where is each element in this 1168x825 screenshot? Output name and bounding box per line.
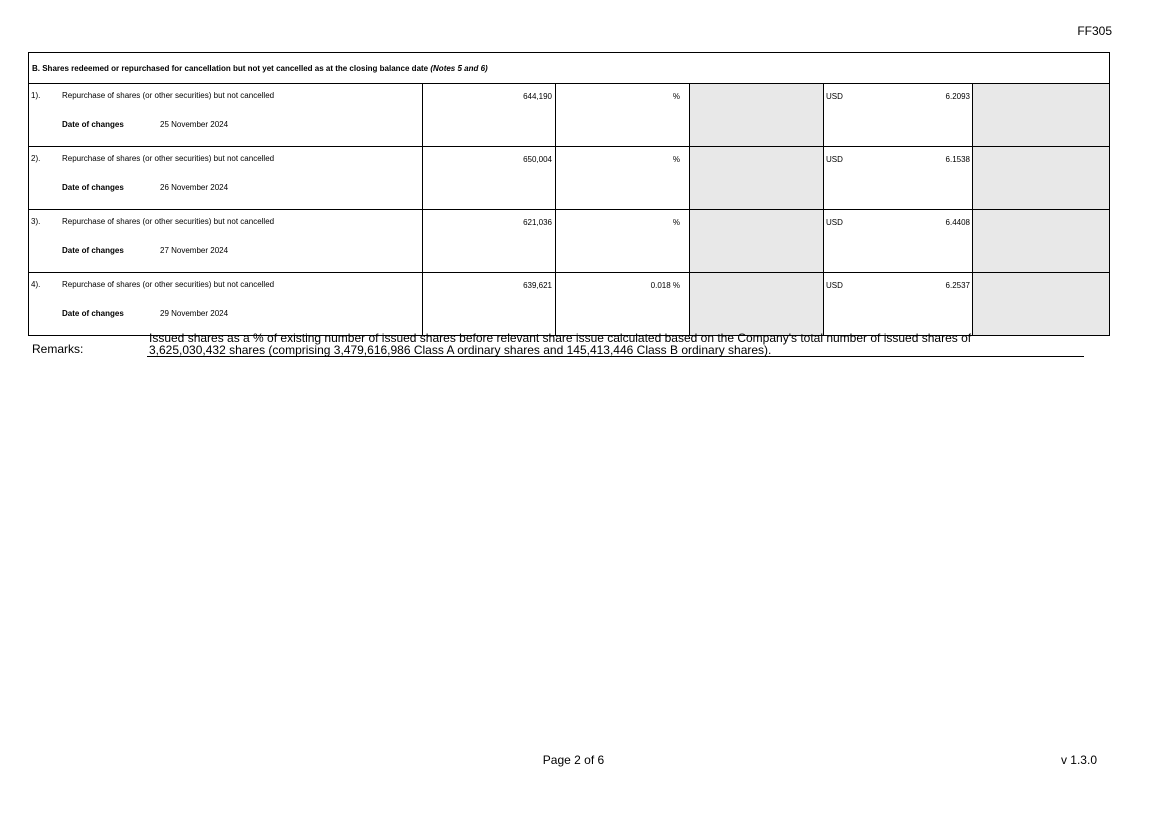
date-label: Date of changes	[62, 309, 124, 318]
version-label: v 1.3.0	[1060, 753, 1097, 767]
blank-shaded-cell	[973, 210, 1110, 273]
blank-shaded-cell	[690, 147, 824, 210]
description-cell	[29, 273, 423, 336]
section-title	[29, 53, 1110, 84]
row-index: 3).	[31, 217, 41, 226]
form-code: FF305	[1077, 24, 1112, 38]
currency: USD	[826, 155, 843, 164]
price: 6.1538	[945, 155, 970, 164]
date-label: Date of changes	[62, 183, 124, 192]
section-title-notes: (Notes 5 and 6)	[430, 63, 488, 73]
shares-percent: %	[556, 210, 690, 273]
row-description: Repurchase of shares (or other securities) but not cancelled	[62, 91, 275, 100]
blank-shaded-cell	[690, 273, 824, 336]
remarks-label: Remarks:	[32, 342, 84, 356]
row-index: 2).	[31, 154, 41, 163]
row-index: 4).	[31, 280, 41, 289]
page-number: Page 2 of 6	[542, 753, 605, 767]
currency: USD	[826, 218, 843, 227]
date-label: Date of changes	[62, 120, 124, 129]
row-description: Repurchase of shares (or other securities) but not cancelled	[62, 280, 275, 289]
date-value: 26 November 2024	[160, 183, 229, 192]
table-row	[29, 273, 1110, 336]
blank-shaded-cell	[973, 273, 1110, 336]
shares-number: 650,004	[423, 147, 556, 210]
price: 6.2537	[945, 281, 970, 290]
price: 6.4408	[945, 218, 970, 227]
description-cell	[29, 147, 423, 210]
remarks-text	[147, 332, 1084, 357]
row-index: 1).	[31, 91, 41, 100]
remarks-line-2: 3,625,030,432 shares (comprising 3,479,616,986 Class A ordinary shares and 145,413,446 Class B ordinary shares).	[149, 343, 772, 357]
shares-percent: %	[556, 84, 690, 147]
remarks-line-1: Issued shares as a % of existing number of issued shares before relevant share issue calculated based on the Company's total number of issued shares of	[149, 331, 972, 345]
currency: USD	[826, 92, 843, 101]
shares-repurchased-table	[28, 52, 1110, 336]
shares-percent: %	[556, 147, 690, 210]
price-cell	[824, 210, 973, 273]
date-value: 25 November 2024	[160, 120, 229, 129]
section-title-text: B. Shares redeemed or repurchased for cancellation but not yet cancelled as at the closing balance date	[32, 63, 429, 73]
date-label: Date of changes	[62, 246, 124, 255]
blank-shaded-cell	[973, 84, 1110, 147]
shares-percent: 0.018 %	[556, 273, 690, 336]
currency: USD	[826, 281, 843, 290]
shares-number: 621,036	[423, 210, 556, 273]
shares-number: 639,621	[423, 273, 556, 336]
price-cell	[824, 84, 973, 147]
blank-shaded-cell	[690, 84, 824, 147]
table-row	[29, 84, 1110, 147]
price-cell	[824, 273, 973, 336]
row-description: Repurchase of shares (or other securities) but not cancelled	[62, 154, 275, 163]
blank-shaded-cell	[973, 147, 1110, 210]
description-cell	[29, 84, 423, 147]
description-cell	[29, 210, 423, 273]
date-value: 29 November 2024	[160, 309, 229, 318]
date-value: 27 November 2024	[160, 246, 229, 255]
shares-number: 644,190	[423, 84, 556, 147]
price: 6.2093	[945, 92, 970, 101]
table-row	[29, 210, 1110, 273]
row-description: Repurchase of shares (or other securities) but not cancelled	[62, 217, 275, 226]
table-row	[29, 147, 1110, 210]
price-cell	[824, 147, 973, 210]
blank-shaded-cell	[690, 210, 824, 273]
